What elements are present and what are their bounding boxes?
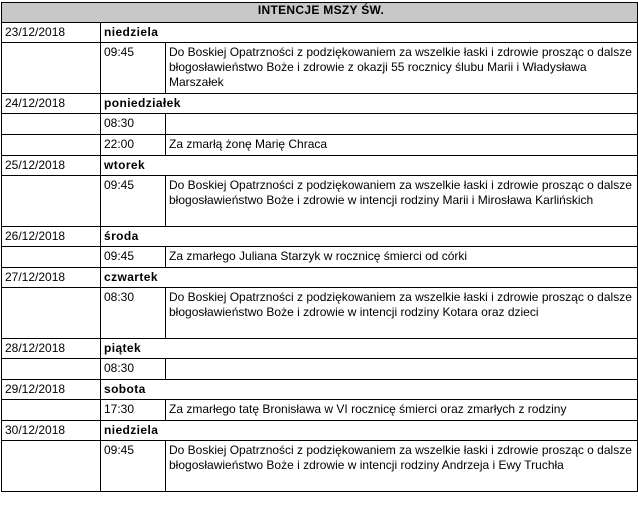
weekday-cell: poniedziałek <box>101 94 638 114</box>
weekday-cell: sobota <box>101 380 638 400</box>
empty-cell <box>2 135 101 156</box>
date-cell: 27/12/2018 <box>2 268 101 288</box>
empty-cell <box>2 176 101 227</box>
intention-cell: Za zmarłego Juliana Starzyk w rocznicę śmierci od córki <box>166 247 638 268</box>
empty-cell <box>2 288 101 339</box>
date-cell: 25/12/2018 <box>2 156 101 176</box>
intention-cell: Za zmarłą żonę Marię Chraca <box>166 135 638 156</box>
intention-cell <box>166 359 638 380</box>
date-cell: 26/12/2018 <box>2 227 101 247</box>
intention-cell <box>166 114 638 135</box>
time-cell: 17:30 <box>101 400 166 421</box>
weekday-cell: środa <box>101 227 638 247</box>
time-cell: 09:45 <box>101 247 166 268</box>
empty-cell <box>2 114 101 135</box>
mass-intentions-table <box>1 2 638 492</box>
empty-cell <box>2 441 101 492</box>
weekday-cell: wtorek <box>101 156 638 176</box>
date-cell: 23/12/2018 <box>2 23 101 43</box>
time-cell: 09:45 <box>101 43 166 94</box>
time-cell: 08:30 <box>101 359 166 380</box>
intention-cell: Do Boskiej Opatrzności z podziękowaniem za wszelkie łaski i zdrowie prosząc o dalsze błogosławieństwo Boże i zdrowie z okazji 55 rocznicy ślubu Marii i Władysława Marszałek <box>166 43 638 94</box>
time-cell: 08:30 <box>101 288 166 339</box>
time-cell: 09:45 <box>101 441 166 492</box>
date-cell: 24/12/2018 <box>2 94 101 114</box>
date-cell: 29/12/2018 <box>2 380 101 400</box>
intention-cell: Do Boskiej Opatrzności z podziękowaniem za wszelkie łaski i zdrowie prosząc o dalsze błogosławieństwo Boże i zdrowie w intencji rodziny Andrzeja i Ewy Truchła <box>166 441 638 492</box>
intention-cell: Do Boskiej Opatrzności z podziękowaniem za wszelkie łaski i zdrowie prosząc o dalsze błogosławieństwo Boże i zdrowie w intencji rodziny Marii i Mirosława Karlińskich <box>166 176 638 227</box>
empty-cell <box>2 247 101 268</box>
empty-cell <box>2 400 101 421</box>
weekday-cell: czwartek <box>101 268 638 288</box>
table-title: INTENCJE MSZY ŚW. <box>2 3 638 23</box>
empty-cell <box>2 359 101 380</box>
date-cell: 28/12/2018 <box>2 339 101 359</box>
intention-cell: Za zmarłego tatę Bronisława w VI rocznicę śmierci oraz zmarłych z rodziny <box>166 400 638 421</box>
weekday-cell: niedziela <box>101 421 638 441</box>
weekday-cell: piątek <box>101 339 638 359</box>
empty-cell <box>2 43 101 94</box>
intention-cell: Do Boskiej Opatrzności z podziękowaniem za wszelkie łaski i zdrowie prosząc o dalsze błogosławieństwo Boże i zdrowie w intencji rodziny Kotara oraz dzieci <box>166 288 638 339</box>
time-cell: 08:30 <box>101 114 166 135</box>
time-cell: 22:00 <box>101 135 166 156</box>
date-cell: 30/12/2018 <box>2 421 101 441</box>
weekday-cell: niedziela <box>101 23 638 43</box>
time-cell: 09:45 <box>101 176 166 227</box>
